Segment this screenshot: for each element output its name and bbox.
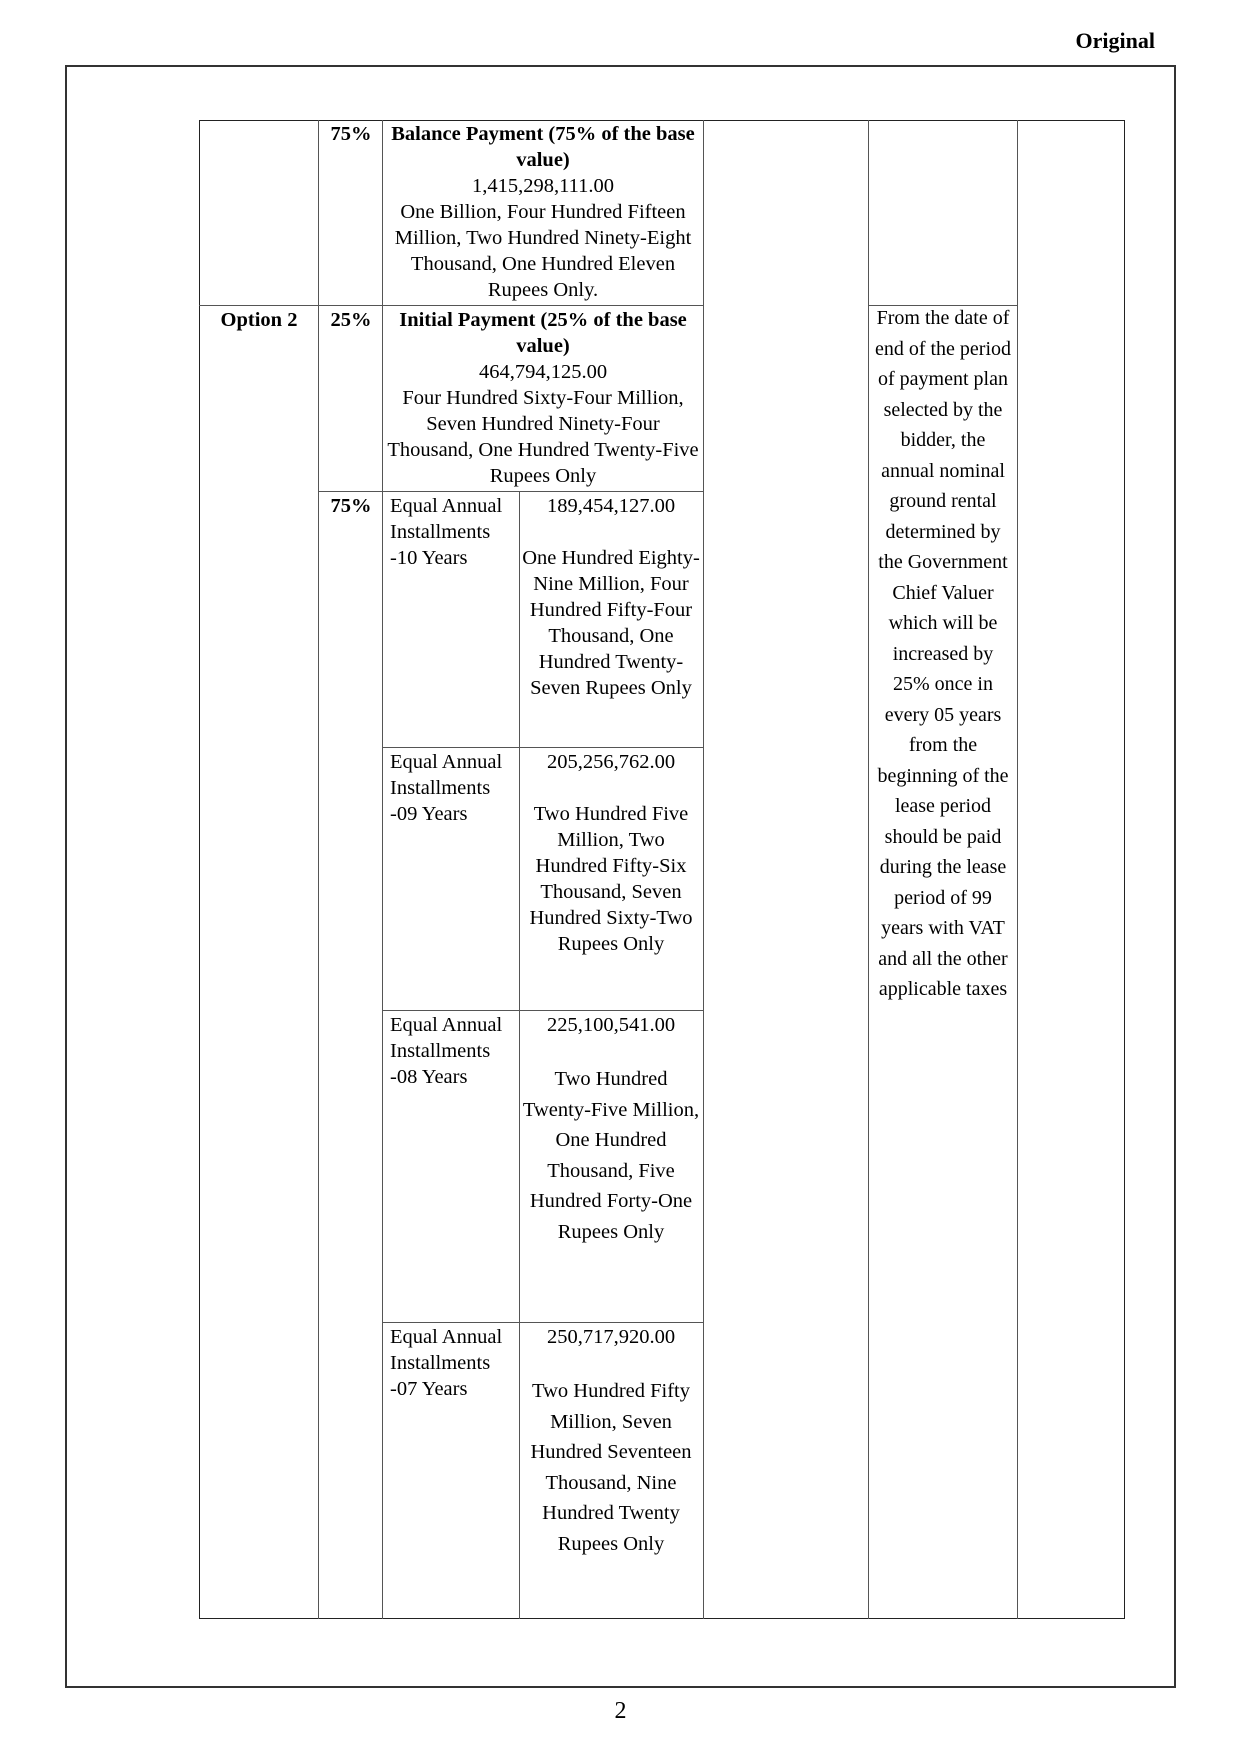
installment-amount: 225,100,541.00 <box>546 1014 676 1036</box>
percent-cell: 75% <box>330 495 372 517</box>
installment-amount: 205,256,762.00 <box>546 751 676 773</box>
row-divider <box>199 305 703 306</box>
col-divider <box>1017 120 1018 1619</box>
payment-title: Balance Payment (75% of the base value) <box>391 123 695 171</box>
col-divider <box>318 120 319 1619</box>
document-status-label: Original <box>1075 28 1155 53</box>
col-divider <box>703 120 704 1619</box>
row-divider <box>382 1322 703 1323</box>
installment-plan: Equal Annual Installments -08 Years <box>390 1014 503 1088</box>
percent-cell: 25% <box>330 309 372 331</box>
col-divider <box>868 120 869 1619</box>
row-divider <box>382 747 703 748</box>
installment-plan: Equal Annual Installments -07 Years <box>390 1326 503 1400</box>
payment-amount: 464,794,125.00 <box>478 361 608 383</box>
installment-amount-words: Two Hundred Fifty Million, Seven Hundred Seventeen Thousand, Nine Hundred Twenty Rupees Only <box>530 1380 692 1555</box>
installment-amount-cell <box>522 1324 700 1559</box>
payment-amount-words: One Billion, Four Hundred Fifteen Million, Two Hundred Ninety-Eight Thousand, One Hundred Eleven Rupees Only. <box>394 201 692 301</box>
row-divider <box>318 491 703 492</box>
installment-amount: 189,454,127.00 <box>546 495 676 517</box>
payment-amount-words: Four Hundred Sixty-Four Million, Seven Hundred Ninety-Four Thousand, One Hundred Twenty-Five Rupees Only <box>387 387 699 487</box>
installment-amount-cell <box>522 1012 700 1247</box>
installment-amount-words: Two Hundred Five Million, Two Hundred Fifty-Six Thousand, Seven Hundred Sixty-Two Rupees Only <box>529 803 693 955</box>
row-divider <box>382 1010 703 1011</box>
page-number: 2 <box>614 1698 627 1724</box>
option-label: Option 2 <box>220 309 298 331</box>
installment-amount: 250,717,920.00 <box>546 1326 676 1348</box>
installment-plan: Equal Annual Installments -09 Years <box>390 751 503 825</box>
col-divider <box>382 120 383 1619</box>
balance-payment-cell <box>386 121 700 303</box>
installment-plan: Equal Annual Installments -10 Years <box>390 495 503 569</box>
col-divider <box>519 491 520 1619</box>
payment-amount: 1,415,298,111.00 <box>472 175 614 197</box>
installment-amount-cell <box>522 493 700 701</box>
percent-cell: 75% <box>330 123 372 145</box>
installment-amount-cell <box>522 749 700 957</box>
initial-payment-cell <box>386 307 700 489</box>
ground-rental-note: From the date of end of the period of payment plan selected by the bidder, the annual nominal ground rental determined by the Government Chief Valuer which will be increased by 25% once in every 05 years from the beginning of the lease period should be paid during the lease period of 99 years with VAT and all the other applicable taxes <box>874 307 1012 1000</box>
payment-title: Initial Payment (25% of the base value) <box>399 309 687 357</box>
installment-amount-words: One Hundred Eighty-Nine Million, Four Hundred Fifty-Four Thousand, One Hundred Twenty-Seven Rupees Only <box>522 547 700 699</box>
installment-amount-words: Two Hundred Twenty-Five Million, One Hundred Thousand, Five Hundred Forty-One Rupees Only <box>522 1068 700 1243</box>
